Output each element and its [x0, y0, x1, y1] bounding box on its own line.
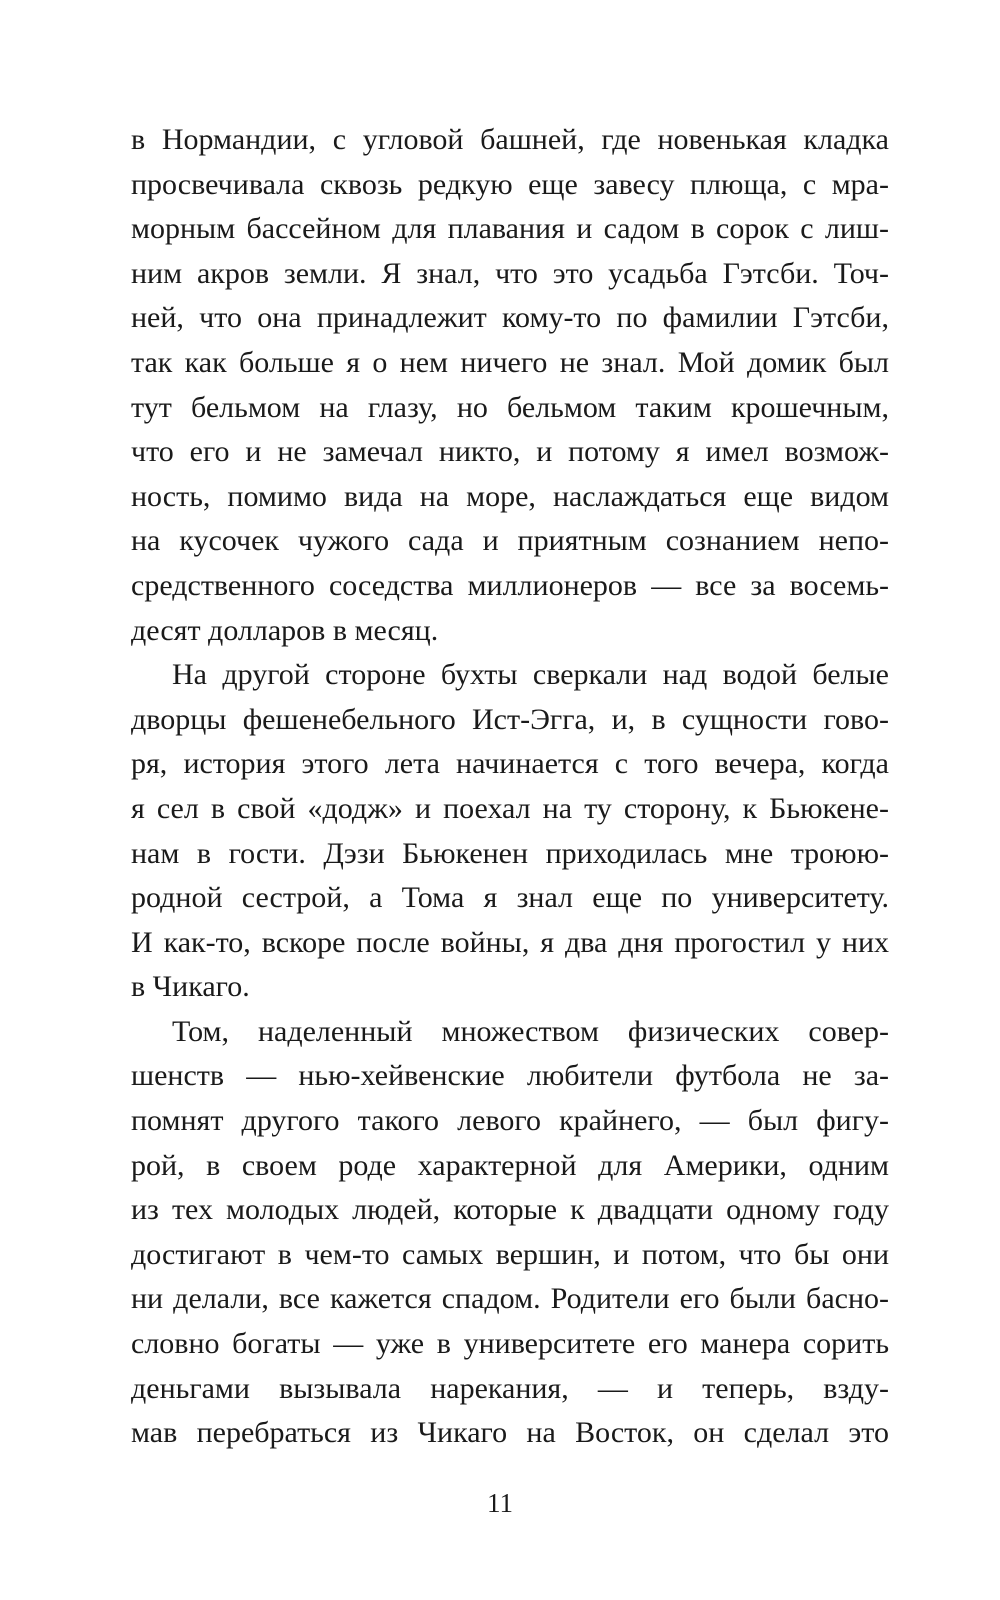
text-line: помнят другого такого левого крайнего, — был фигу- — [131, 1104, 889, 1138]
text-line: так как больше я о нем ничего не знал. Мой домик был — [131, 345, 889, 379]
text-line: тут бельмом на глазу, но бельмом таким крошечным, — [131, 390, 889, 424]
text-line: деньгами вызывала нарекания, — и теперь, взду- — [131, 1371, 889, 1405]
text-line: нам в гости. Дэзи Бьюкенен приходилась мне троюю- — [131, 836, 889, 870]
text-line: шенств — нью-хейвенские любители футбола не за- — [131, 1059, 889, 1093]
text-line: средственного соседства миллионеров — все за восемь- — [131, 568, 889, 602]
text-line: что его и не замечал никто, и потому я имел возмож- — [131, 435, 889, 469]
text-line: достигают в чем-то самых вершин, и потом, что бы они — [131, 1237, 889, 1271]
text-line: И как-то, вскоре после войны, я два дня прогостил у них — [131, 925, 889, 959]
text-line: ней, что она принадлежит кому-то по фамилии Гэтсби, — [131, 301, 889, 335]
paragraph-2 — [131, 653, 889, 1010]
text-line: я сел в свой «додж» и поехал на ту сторону, к Бьюкене- — [131, 791, 889, 825]
text-line: ним акров земли. Я знал, что это усадьба Гэтсби. Точ- — [131, 256, 889, 290]
text-line: десят долларов в месяц. — [131, 613, 439, 647]
paragraph-3 — [131, 1010, 889, 1456]
paragraph-1 — [131, 118, 889, 653]
text-line: ни делали, все кажется спадом. Родители его были басно- — [131, 1282, 889, 1316]
body-text — [131, 118, 889, 1456]
text-line: ность, помимо вида на море, наслаждаться еще видом — [131, 479, 889, 513]
text-line: На другой стороне бухты сверкали над водой белые — [172, 658, 889, 692]
text-line: словно богаты — уже в университете его манера сорить — [131, 1327, 889, 1361]
page-number: 11 — [487, 1488, 513, 1518]
text-line: в Чикаго. — [131, 970, 250, 1004]
text-line: рой, в своем роде характерной для Америки, одним — [131, 1148, 889, 1182]
text-line: морным бассейном для плавания и садом в сорок с лиш- — [131, 212, 889, 246]
text-line: родной сестрой, а Тома я знал еще по университету. — [131, 881, 889, 915]
text-line: просвечивала сквозь редкую еще завесу плюща, с мра- — [131, 167, 889, 201]
text-line: Том, наделенный множеством физических совер- — [172, 1014, 889, 1048]
text-line: на кусочек чужого сада и приятным сознанием непо- — [131, 524, 889, 558]
text-line: дворцы фешенебельного Ист-Эгга, и, в сущности гово- — [131, 702, 889, 736]
text-line: ря, история этого лета начинается с того вечера, когда — [131, 747, 889, 781]
text-line: из тех молодых людей, которые к двадцати одному году — [131, 1193, 889, 1227]
text-line: в Нормандии, с угловой башней, где новенькая кладка — [131, 123, 889, 156]
text-line: мав перебраться из Чикаго на Восток, он сделал это — [131, 1416, 889, 1450]
